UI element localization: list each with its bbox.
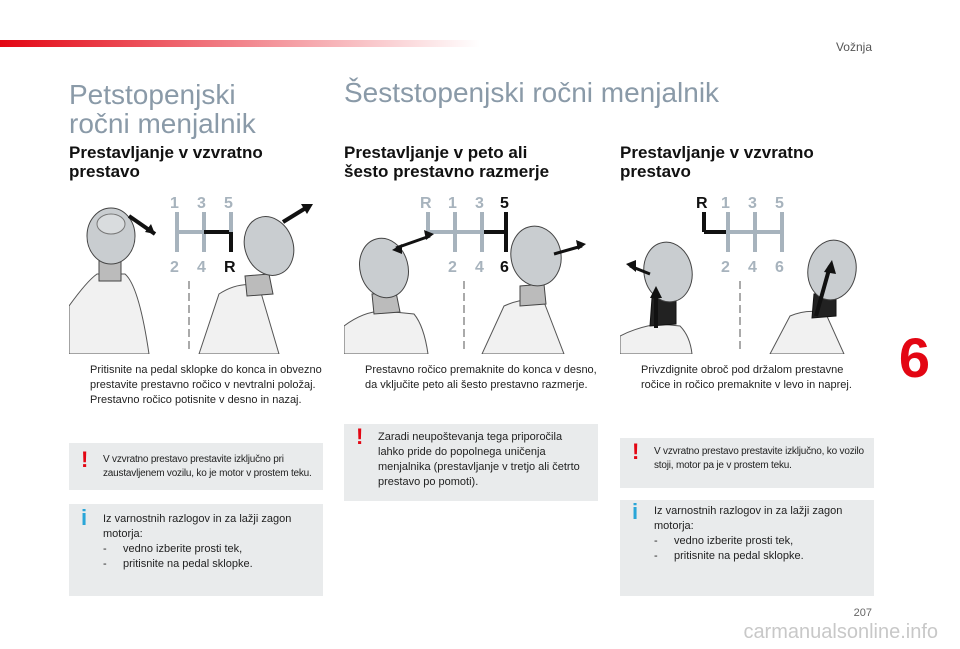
gear-label: 1 [721,195,730,212]
warning-icon: ! [632,439,640,464]
gear-label: 4 [748,259,757,276]
title-line-1: Petstopenjski [69,79,236,110]
warning-text: V vzvratno prestavo prestavite izključno, ko vozilo stoji, motor pa je v prostem teku. [654,446,864,471]
gear-label: 4 [197,259,206,276]
middle-subtitle [344,143,549,181]
gear-label: 6 [775,259,784,276]
right-warning-box [620,438,874,488]
info-item: - vedno izberite prosti tek, [103,543,243,555]
info-intro: Iz varnostnih razlogov in za lažji zagon motorja: [103,513,292,540]
warning-text: Zaradi neupoštevanja tega priporočila lahko pride do popolnega uničenja menjalnika (prestavljanje v tretjo ali četrto prestavo po pomoti). [378,431,580,488]
gear-label: 2 [721,259,730,276]
five-speed-reverse-illustration [69,186,322,354]
info-item: - pritisnite na pedal sklopke. [103,558,253,570]
left-subtitle [69,143,263,181]
left-instructions [69,363,324,408]
subtitle-line-1: Prestavljanje v peto ali [344,143,528,162]
info-icon: i [632,499,639,524]
instruction-item: Pritisnite na pedal sklopke do konca in obvezno prestavite prestavno ročico v nevtralni položaj. [90,364,322,391]
header-accent-bar [0,40,480,47]
subtitle-line-2: šesto prestavno razmerje [344,162,550,181]
six-speed-fifth-sixth-illustration [344,186,597,354]
subtitle-line-2: prestavo [69,162,140,181]
gear-label: 3 [748,195,757,212]
gear-label: R [696,195,708,212]
gear-label: 2 [448,259,457,276]
info-item: - pritisnite na pedal sklopke. [654,550,804,562]
title-line-2: ročni menjalnik [69,108,256,139]
gear-label: 4 [475,259,484,276]
warning-icon: ! [356,424,364,449]
middle-instructions [344,363,599,393]
warning-icon: ! [81,447,89,472]
info-icon: i [81,505,88,530]
five-speed-title [69,80,256,138]
info-item: - vedno izberite prosti tek, [654,535,794,547]
gear-label: R [420,195,432,212]
gear-label: R [224,259,236,276]
gear-label: 2 [170,259,179,276]
page-number: 207 [853,607,872,619]
section-title: Vožnja [835,40,872,54]
right-instructions [620,363,875,393]
gear-label: 3 [197,195,206,212]
six-speed-title: Šeststopenjski ročni menjalnik [344,77,720,108]
subtitle-line-1: Prestavljanje v vzvratno [620,143,814,162]
left-info-box [69,504,323,596]
gear-label: 5 [775,195,784,212]
right-info-box [620,500,874,596]
gear-label: 1 [170,195,179,212]
gear-label: 3 [475,195,484,212]
six-speed-reverse-illustration [620,186,873,354]
right-subtitle [620,143,814,181]
warning-text: V vzvratno prestavo prestavite izključno pri zaustavljenem vozilu, ko je motor v prostem teku. [103,454,312,479]
watermark: carmanualsonline.info [743,621,938,643]
gear-label: 6 [500,259,509,276]
middle-warning-box [344,424,598,501]
subtitle-line-1: Prestavljanje v vzvratno [69,143,263,162]
gear-label: 1 [448,195,457,212]
gear-label: 5 [224,195,233,212]
left-warning-box [69,443,323,490]
instruction-item: Prestavno ročico premaknite do konca v desno, da vključite peto ali šesto prestavno razmerje. [365,364,597,391]
instruction-item: Prestavno ročico potisnite v desno in nazaj. [90,394,302,406]
instruction-item: Privzdignite obroč pod držalom prestavne ročice in ročico premaknite v levo in naprej. [641,364,852,391]
chapter-tab: 6 [898,326,930,389]
gear-label: 5 [500,195,509,212]
info-intro: Iz varnostnih razlogov in za lažji zagon motorja: [654,505,843,532]
subtitle-line-2: prestavo [620,162,691,181]
